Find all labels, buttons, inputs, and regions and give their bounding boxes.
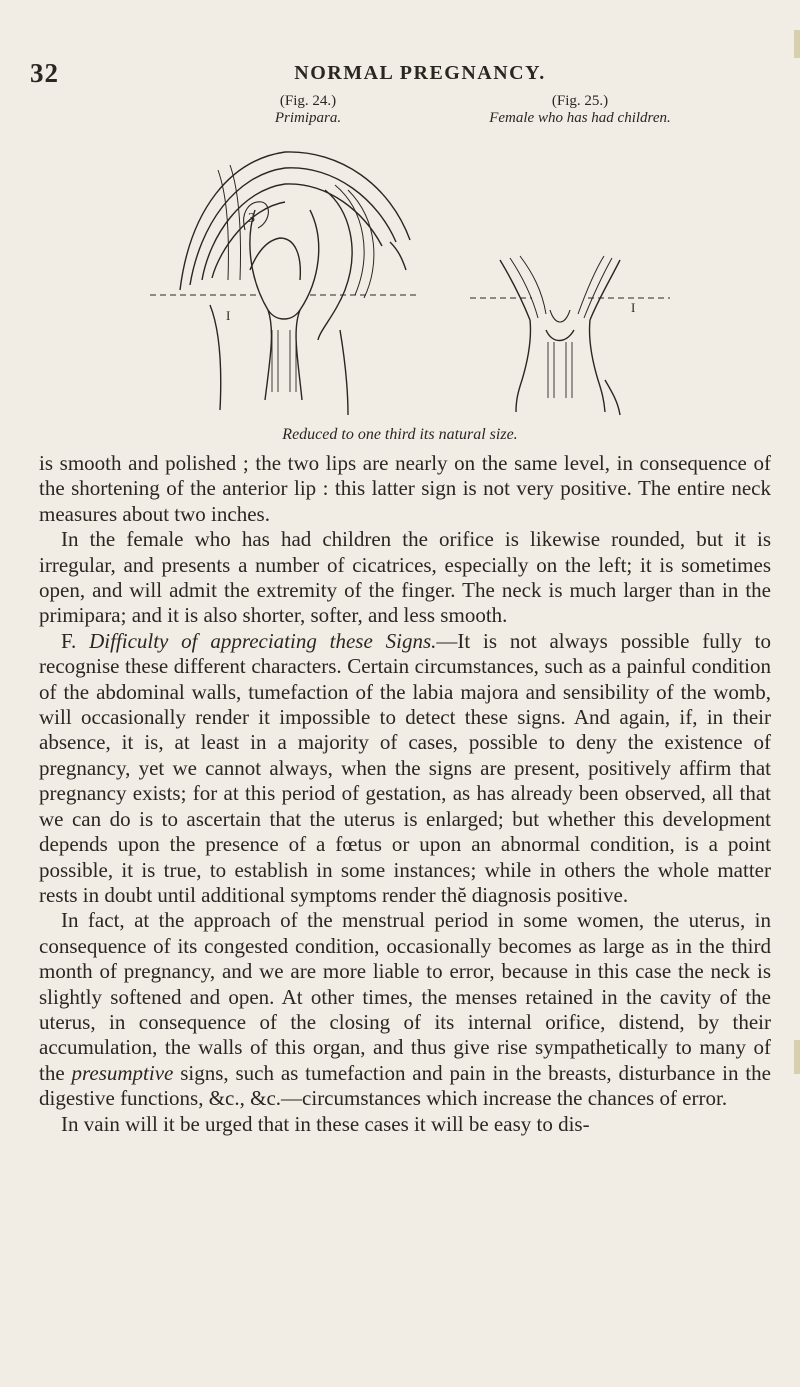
cervix-illustration — [150, 130, 670, 430]
figure-24-marker: I — [226, 308, 231, 323]
figure-24-number: (Fig. 24.) — [279, 93, 337, 109]
page-edge-stain — [794, 1040, 800, 1074]
paragraph-multipara: In the female who has had children the orifice is likewise rounded, but it is irregular, and presents a number of cicatrices, especially on the left; it is sometimes open, and will admit the extremity of the finger. The neck is much larger than in the primipara; and it is also shorter, softer, and less smooth. — [39, 527, 771, 628]
page-number: 32 — [30, 58, 59, 88]
figure-24-title: Primipara. — [274, 110, 342, 127]
figure-25-number: (Fig. 25.) — [551, 93, 609, 109]
paragraph-continuation: is smooth and polished ; the two lips are nearly on the same level, in consequence of the shortening of the anterior lip : this latter sign is not very positive. The entire neck measures about two inches. — [39, 451, 771, 526]
emphasis-word: presumptive — [71, 1060, 174, 1085]
figure-25-caption — [430, 93, 730, 128]
paragraph-text-start: In fact, at the approach of the menstrual period in some women, the uterus, in consequence of its congested condition, occasionally becomes as large as in the third month of pregnancy, and we are more liable to error, because in this case the neck is slightly softened and open. At other times, the menses retained in the cavity of the uterus, in consequence of the closing of its internal orifice, distend, by their accumulation, the walls of this organ, and thus give rise sympathetically to many of the — [39, 908, 771, 1085]
paragraph-menstrual — [39, 908, 771, 1111]
section-text: —It is not always possible fully to recognise these different characters. Certain circumstances, such as a painful condition of the abdominal walls, tumefaction of the labia majora and sensibility of the womb, will occasionally render it impossible to detect these signs. And again, if, in their absence, it is, at least in a majority of cases, possible to deny the existence of pregnancy, yet we cannot always, when the signs are present, positively affirm that pregnancy exists; for at this period of gestation, as has already been observed, all that we can do is to ascertain that the uterus is enlarged; but whether this development depends upon the presence of a fœtus or upon an abnormal condition, is a point possible, it is true, to establish in some instances; while in others the whole matter rests in doubt until additional symptoms render thĕ diagnosis positive. — [39, 628, 772, 907]
section-letter: F. — [61, 628, 90, 653]
paragraph-section-f — [39, 629, 771, 908]
figure-25-drawing — [470, 256, 670, 415]
figure-24-drawing — [150, 152, 420, 415]
figure-scale-note: Reduced to one third its natural size. — [282, 426, 518, 443]
page-edge-stain — [794, 30, 800, 58]
running-title: NORMAL PREGNANCY. — [294, 62, 546, 84]
figure-24-caption — [228, 93, 388, 128]
section-heading: Difficulty of appreciating these Signs. — [89, 628, 437, 653]
figure-24-inner-number: 3 — [248, 211, 255, 226]
paragraph-text-end: signs, such as tumefaction and pain in the breasts, disturbance in the digestive functions, &c., &c.—circumstances which increase the chances of error. — [39, 1060, 771, 1111]
figure-25-marker: I — [631, 300, 636, 315]
figure-25-title: Female who has had children. — [489, 110, 671, 127]
paragraph-final-line: In vain will it be urged that in these cases it will be easy to dis- — [61, 1111, 590, 1136]
body-text — [39, 451, 771, 1137]
